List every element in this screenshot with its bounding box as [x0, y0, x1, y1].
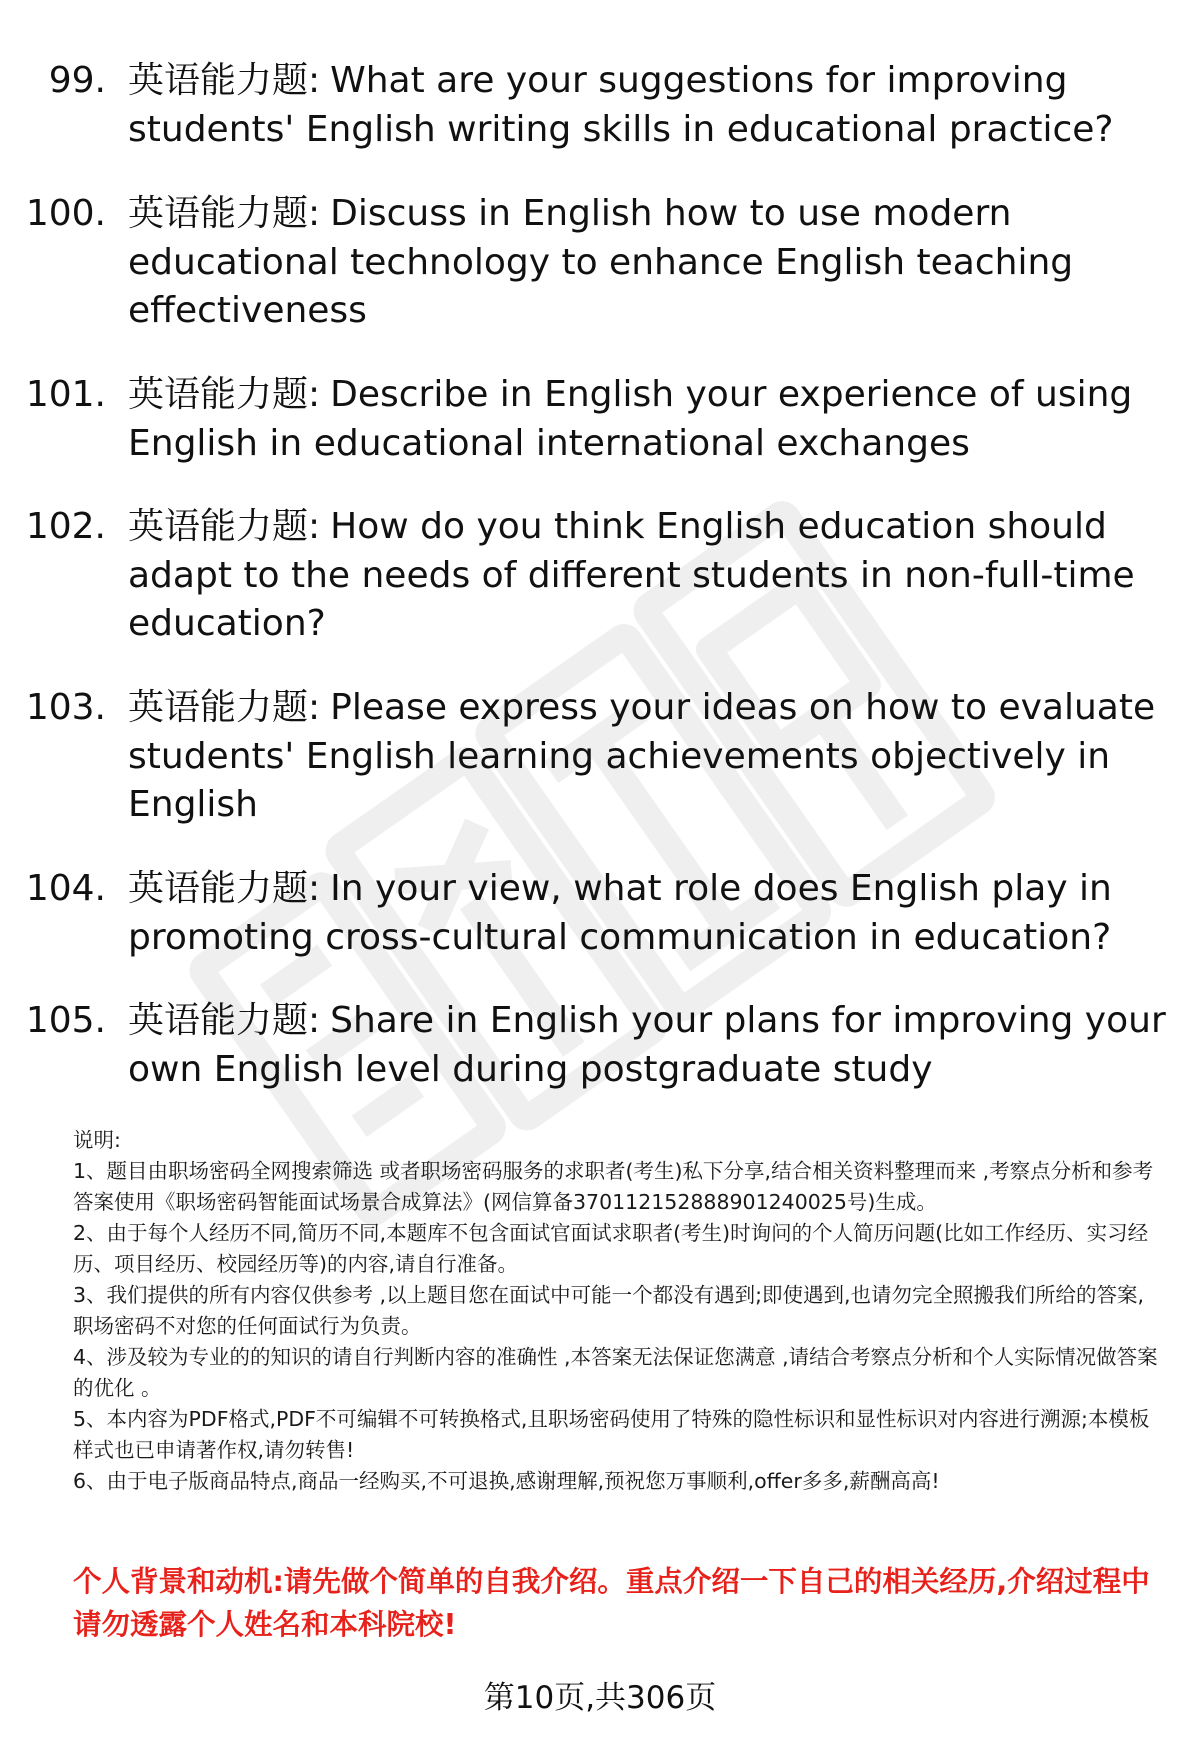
question-body [128, 57, 1173, 154]
question-number: 105. [25, 1000, 106, 1041]
question-text: What are your suggestions for improving students' English writing skills in educational practice? [128, 60, 1114, 150]
question-body [128, 684, 1173, 830]
question-number: 102. [25, 506, 106, 547]
question-body [128, 371, 1173, 468]
note-item: 5、本内容为PDF格式,PDF不可编辑不可转换格式,且职场密码使用了特殊的隐性标识和显性标识对内容进行溯源;本模板样式也已申请著作权,请勿转售! [73, 1407, 1150, 1462]
question-category: 英语能力题: [128, 506, 321, 547]
question-category: 英语能力题: [128, 1000, 321, 1041]
intro-notice: 个人背景和动机:请先做个简单的自我介绍。重点介绍一下自己的相关经历,介绍过程中请勿透露个人姓名和本科院校! [73, 1565, 1150, 1641]
question-text: Please express your ideas on how to evaluate students' English learning achievements objectively in English [128, 687, 1156, 825]
question-number: 99. [48, 60, 106, 101]
note-item: 3、我们提供的所有内容仅供参考 ,以上题目您在面试中可能一个都没有遇到;即使遇到,也请勿完全照搬我们所给的答案,职场密码不对您的任何面试行为负责。 [73, 1283, 1145, 1338]
question-body [128, 503, 1173, 649]
note-item: 1、题目由职场密码全网搜索筛选 或者职场密码服务的求职者(考生)私下分享,结合相关资料整理而来 ,考察点分析和参考答案使用《职场密码智能面试场景合成算法》(网信算备370112152888901240025号)生成。 [73, 1159, 1154, 1214]
note-item: 4、涉及较为专业的的知识的请自行判断内容的准确性 ,本答案无法保证您满意 ,请结合考察点分析和个人实际情况做答案的优化 。 [73, 1345, 1158, 1400]
note-item: 6、由于电子版商品特点,商品一经购买,不可退换,感谢理解,预祝您万事顺利,offer多多,薪酬高高! [73, 1469, 940, 1493]
question-category: 英语能力题: [128, 60, 321, 101]
question-body [128, 190, 1173, 336]
question-text: Share in English your plans for improving your own English level during postgraduate study [128, 1000, 1166, 1090]
question-number: 101. [25, 374, 106, 415]
question-number: 100. [25, 193, 106, 234]
question-text: How do you think English education should adapt to the needs of different students in non-full-time education? [128, 506, 1135, 644]
page-counter: 第10页,共306页 [483, 1680, 717, 1716]
question-body [128, 865, 1173, 962]
notes-section [73, 1125, 1163, 1497]
question-category: 英语能力题: [128, 687, 321, 728]
question-body [128, 997, 1173, 1094]
question-text: In your view, what role does English play in promoting cross-cultural communication in education? [128, 868, 1112, 958]
question-text: Describe in English your experience of using English in educational international exchanges [128, 374, 1133, 464]
question-number: 103. [25, 687, 106, 728]
question-text: Discuss in English how to use modern educational technology to enhance English teaching effectiveness [128, 193, 1074, 331]
note-item: 2、由于每个人经历不同,简历不同,本题库不包含面试官面试求职者(考生)时询问的个人简历问题(比如工作经历、实习经历、项目经历、校园经历等)的内容,请自行准备。 [73, 1221, 1149, 1276]
question-category: 英语能力题: [128, 868, 321, 909]
question-category: 英语能力题: [128, 193, 321, 234]
question-number: 104. [25, 868, 106, 909]
question-category: 英语能力题: [128, 374, 321, 415]
notes-title: 说明: [73, 1128, 121, 1152]
